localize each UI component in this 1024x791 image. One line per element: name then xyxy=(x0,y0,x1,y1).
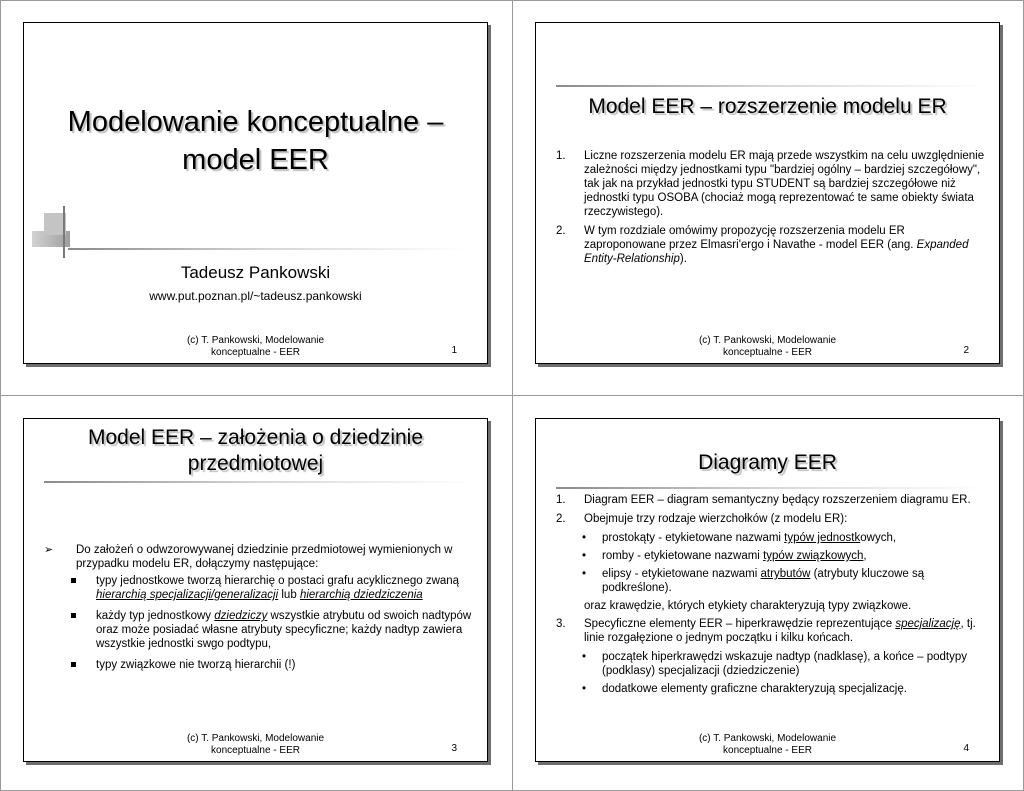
page-number: 3 xyxy=(451,743,457,754)
list-item: • elipsy - etykietowane nazwami atrybutów (atrybuty kluczowe są podkreślone). xyxy=(582,568,925,594)
list-item: • romby - etykietowane nazwami typów związkowych, xyxy=(582,550,867,562)
decoration-horizontal-line xyxy=(68,248,468,250)
slide-footer: (c) T. Pankowski, Modelowanie konceptualne - EER 1 xyxy=(186,335,457,358)
list-item: każdy typ jednostkowy dziedziczy wszystkie atrybutu od swoich nadtypów oraz może posiadać własne atrybuty specyficzne; każdy nadtyp zawiera wszystkie jednostki swgo podtypu, xyxy=(44,609,474,651)
title-rule xyxy=(556,487,986,489)
slide-2-content xyxy=(556,149,986,271)
page-number: 1 xyxy=(451,345,457,356)
square-bullet-icon xyxy=(71,578,76,583)
bullet-icon: • xyxy=(582,651,587,663)
author-url: www.put.poznan.pl/~tadeusz.pankowski xyxy=(149,289,362,303)
title-rule xyxy=(44,481,474,483)
slide-footer: (c) T. Pankowski, Modelowanie konceptualne - EER 4 xyxy=(698,733,969,756)
slide-4-content xyxy=(556,493,986,700)
page-number: 2 xyxy=(963,345,969,356)
slide-4-title: Diagramy EER xyxy=(698,451,837,474)
list-item: • prostokąty - etykietowane nazwami typów jednostkowych, xyxy=(582,532,897,544)
bullet-icon: • xyxy=(582,683,587,695)
list-item: 1. Diagram EER – diagram semantyczny będący rozszerzeniem diagramu ER. xyxy=(556,494,971,506)
slide-3-content xyxy=(44,543,474,679)
list-item: • początek hiperkrawędzi wskazuje nadtyp (nadklasę), a końce – podtypy (podklasy) specjalizacji (dziedziczenie) xyxy=(582,651,968,677)
list-item: ➢ Do założeń o odwzorowywanej dziedzinie przedmiotowej wymienionych w przypadku modelu ER, dołączymy następujące: xyxy=(44,544,453,570)
author-name: Tadeusz Pankowski xyxy=(180,263,331,282)
list-item: typy jednostkowe tworzą hierarchię o postaci grafu acyklicznego zwaną hierarchią specjalizacji/generalizacji lub hierarchią dziedziczenia xyxy=(44,574,474,602)
decoration-vertical-line xyxy=(63,206,65,258)
horizontal-divider xyxy=(0,395,1024,396)
slide-1-title: Modelowanie konceptualne – model EER xyxy=(67,106,444,176)
list-item: typy związkowe nie tworzą hierarchii (!) xyxy=(44,658,474,672)
title-rule xyxy=(556,85,986,87)
slide-footer: (c) T. Pankowski, Modelowanie konceptualne - EER 2 xyxy=(698,335,969,358)
bullet-icon: • xyxy=(582,532,587,544)
list-item: 1. Liczne rozszerzenia modelu ER mają przede wszystkim na celu uwzględnienie zależności między jednostkami typu "bardziej ogólny – bardziej szczegółowy", tak jak na przykład jednostki typu STUDENT są bardziej szczegółowe niż jednostki typu OSOBA (chociaż mogą reprezentować te same obiekty świata rzeczywistego). xyxy=(556,150,985,218)
slide-3 xyxy=(23,418,488,762)
arrow-right-icon: ➢ xyxy=(44,544,54,556)
bullet-icon: • xyxy=(582,550,587,562)
slide-1 xyxy=(23,22,488,364)
list-item: 2. W tym rozdziale omówimy propozycję rozszerzenia modelu ER zaproponowane przez Elmasri'ergo i Navathe - model EER (ang. Expanded Entity-Relationship). xyxy=(556,225,969,265)
list-item: 2. Obejmuje trzy rodzaje wierzchołków (z modelu ER): xyxy=(556,513,848,525)
list-continuation: oraz krawędzie, których etykiety charakteryzują typy związkowe. xyxy=(584,600,912,612)
page-number: 4 xyxy=(963,743,969,754)
list-item: • dodatkowe elementy graficzne charakteryzują specjalizację. xyxy=(582,683,907,695)
slide-2-title: Model EER – rozszerzenie modelu ER xyxy=(588,95,947,118)
slide-4 xyxy=(535,418,1000,762)
slide-3-title: Model EER – założenia o dziedzinie przedmiotowej xyxy=(87,426,424,475)
square-bullet-icon xyxy=(71,662,76,667)
list-item: 3. Specyficzne elementy EER – hiperkrawędzie reprezentujące specjalizację, tj. linie rozgałęzione o jednym początku i kilku końcach. xyxy=(556,618,976,644)
slide-footer: (c) T. Pankowski, Modelowanie konceptualne - EER 3 xyxy=(186,733,457,756)
bullet-icon: • xyxy=(582,568,587,580)
slide-2 xyxy=(535,22,1000,364)
square-bullet-icon xyxy=(71,613,76,618)
